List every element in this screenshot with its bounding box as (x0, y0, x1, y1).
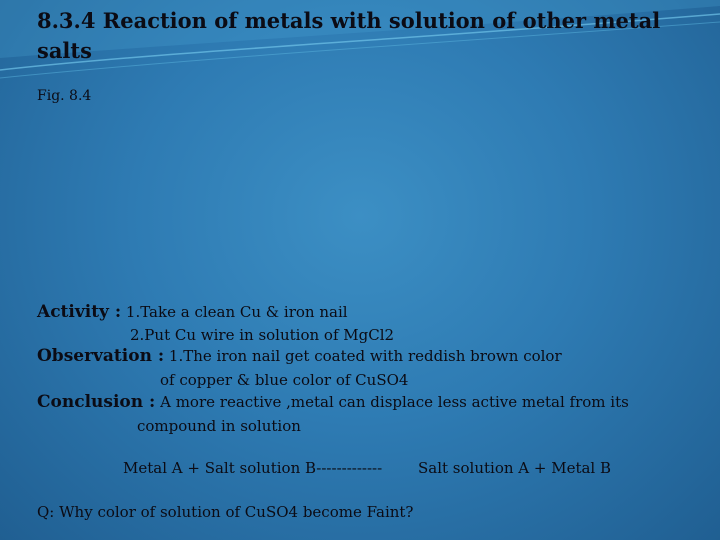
activity-line-1 (37, 302, 348, 322)
observation-line-1 (37, 346, 562, 366)
conclusion-text-1: A more reactive ,metal can displace less active metal from its (160, 393, 629, 411)
observation-text-2: of copper & blue color of CuSO4 (160, 371, 409, 389)
conclusion-text-2: compound in solution (137, 417, 301, 435)
question-text: Q: Why color of solution of CuSO4 become Faint? (37, 503, 414, 521)
equation-right: Salt solution A + Metal B (418, 459, 612, 477)
figure-label: Fig. 8.4 (37, 88, 92, 104)
observation-text-1: 1.The iron nail get coated with reddish brown color (168, 347, 562, 365)
equation-left: Metal A + Salt solution B------------- (123, 459, 383, 477)
activity-step-1: 1.Take a clean Cu & iron nail (125, 303, 348, 321)
conclusion-line-1 (37, 392, 629, 412)
conclusion-label: Conclusion : (37, 392, 156, 412)
activity-step-2: 2.Put Cu wire in solution of MgCl2 (130, 326, 395, 344)
observation-label: Observation : (37, 346, 165, 366)
slide-title: 8.3.4 Reaction of metals with solution of other metal salts (37, 8, 661, 63)
activity-label: Activity : (37, 302, 122, 322)
